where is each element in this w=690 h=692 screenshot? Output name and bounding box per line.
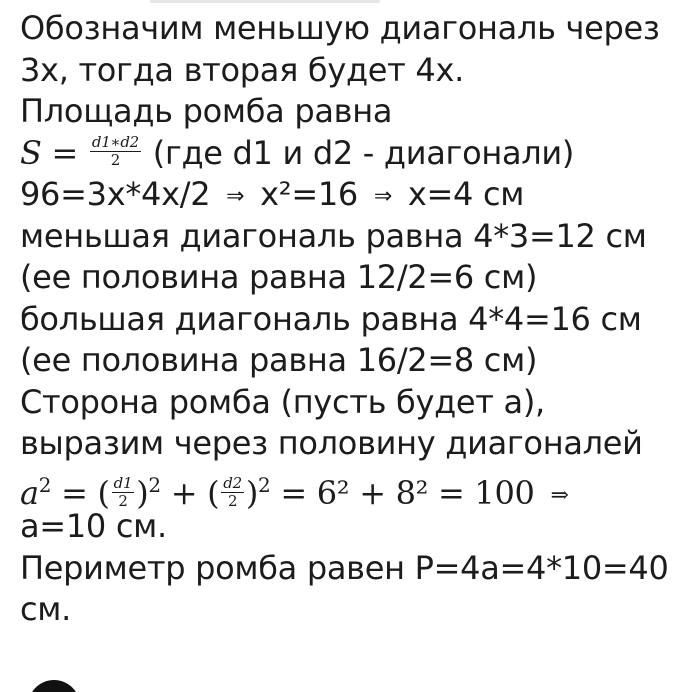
area-formula-line [20,133,685,175]
text-line: см. [20,590,72,628]
equals-sign: = [51,133,79,172]
implies-arrow-icon: ⇒ [550,482,569,508]
side-symbol: a [20,473,39,512]
text-line: Периметр ромба равен Р=4а=4*10=40 [20,548,669,587]
equation-part: х=4 см [407,175,525,213]
area-note: (где d1 и d2 - диагонали) [152,133,575,172]
text-line: большая диагональ равна 4*4=16 см [20,299,642,338]
text-line: а=10 см. [20,507,167,545]
half-diagonal-1-fraction [112,473,135,510]
fraction-numerator: d1∗d2 [91,133,139,151]
equation-part: 96=3х*4х/2 [20,175,211,213]
fraction-denominator: 2 [110,151,121,169]
open-paren: ( [97,473,110,512]
top-edge [0,0,690,6]
text-line: выразим через половину диагоналей [20,424,643,462]
equation-line [20,174,685,216]
text-line: (ее половина равна 16/2=8 см) [20,341,538,379]
text-line: (ее половина равна 12/2=6 см) [20,258,538,296]
solution-text [20,8,685,631]
equals-sign: = [61,473,88,512]
half-diagonal-2-fraction [221,473,244,510]
side-formula-result: = 6² + 8² = 100 [280,473,535,512]
exponent: 2 [148,472,161,497]
area-fraction [90,135,141,168]
exponent: 2 [38,472,52,497]
fraction-denominator: 2 [227,491,238,510]
area-symbol: S [20,133,42,172]
plus-sign: + [170,473,198,512]
text-line: Обозначим меньшую диагональ через [20,9,660,47]
text-line: меньшая диагональ равна 4*3=12 см [20,216,647,255]
close-paren: ) [245,473,259,512]
close-paren: ) [136,473,149,512]
text-line: Площадь ромба равна [20,92,393,130]
text-line: Сторона ромба (пусть будет а), [20,382,545,421]
top-edge-strip [150,0,380,3]
avatar[interactable] [28,680,80,692]
fraction-numerator: d2 [223,473,242,492]
equation-part: х²=16 [260,175,358,213]
implies-arrow-icon: ⇒ [373,184,392,209]
fraction-denominator: 2 [118,491,128,510]
text-line: 3х, тогда вторая будет 4х. [20,50,464,89]
open-paren: ( [207,473,220,512]
implies-arrow-icon: ⇒ [226,184,245,209]
side-formula-line [20,465,685,512]
fraction-numerator: d1 [113,473,133,492]
exponent: 2 [258,472,271,497]
